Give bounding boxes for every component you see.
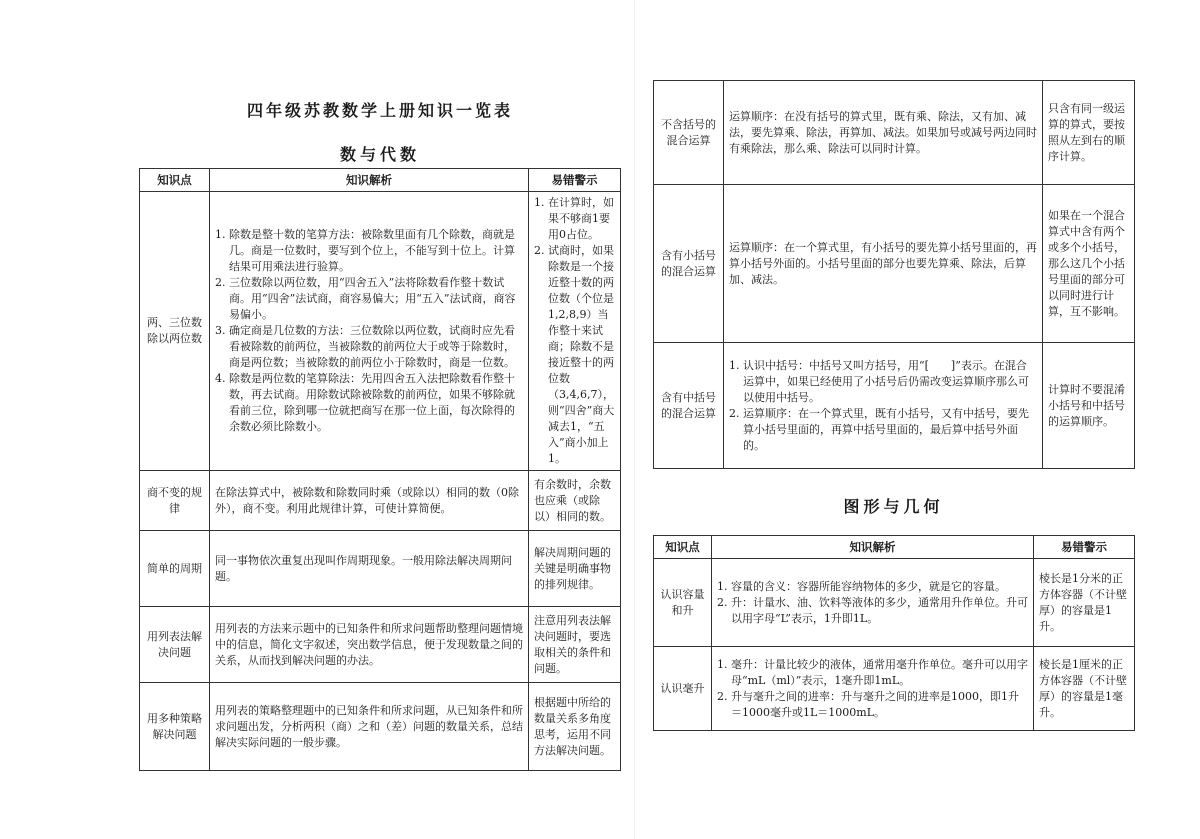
table-row bbox=[654, 647, 1135, 731]
content-list bbox=[215, 227, 523, 435]
content-cell: 运算顺序：在没有括号的算式里，既有乘、除法，又有加、减法，要先算乘、除法，再算加、减法。如果加号或减号两边同时有乘除法，那么乘、除法可以同时计算。 bbox=[724, 81, 1043, 185]
list-item: 1. 在计算时，如果不够商1要用0占位。 bbox=[548, 195, 615, 243]
topic-cell: 认识容量和升 bbox=[654, 559, 712, 647]
warning-cell: 如果在一个混合算式中含有两个或多个小括号，那么这几个小括号里面的部分可以同时进行计算，互不影响。 bbox=[1043, 185, 1135, 343]
mixed-operations-table bbox=[653, 80, 1135, 469]
content-list bbox=[717, 579, 1028, 627]
warning-cell: 只含有同一级运算的算式，要按照从左到右的顺序计算。 bbox=[1043, 81, 1135, 185]
geometry-table bbox=[653, 535, 1135, 731]
warning-cell: 解决周期问题的关键是明确事物的排列规律。 bbox=[529, 531, 621, 607]
warning-list bbox=[534, 195, 615, 467]
topic-cell: 认识毫升 bbox=[654, 647, 712, 731]
topic-cell: 两、三位数除以两位数 bbox=[140, 192, 210, 471]
topic-cell: 用多种策略解决问题 bbox=[140, 683, 210, 771]
header-warning: 易错警示 bbox=[529, 169, 621, 192]
content-cell bbox=[712, 559, 1034, 647]
topic-cell: 含有小括号的混合运算 bbox=[654, 185, 724, 343]
page-title: 四年级苏教数学上册知识一览表 bbox=[246, 101, 513, 120]
topic-cell: 不含括号的混合运算 bbox=[654, 81, 724, 185]
table-row bbox=[140, 683, 621, 771]
topic-cell: 用列表法解决问题 bbox=[140, 607, 210, 683]
table-header-row bbox=[654, 536, 1135, 559]
topic-cell: 商不变的规律 bbox=[140, 471, 210, 531]
content-cell bbox=[712, 647, 1034, 731]
table-header-row bbox=[140, 169, 621, 192]
list-item: 1. 容量的含义：容器所能容纳物体的多少，就是它的容量。 bbox=[731, 579, 1028, 595]
content-cell: 运算顺序：在一个算式里，有小括号的要先算小括号里面的，再算小括号外面的。小括号里面的部分也要先算乘、除法，后算加、减法。 bbox=[724, 185, 1043, 343]
content-cell: 用列表的方法来示题中的已知条件和所求问题帮助整理问题情境中的信息，简化文字叙述，突出数学信息，便于发现数量之间的关系，从而找到解决问题的办法。 bbox=[210, 607, 529, 683]
header-warning: 易错警示 bbox=[1034, 536, 1135, 559]
content-list bbox=[717, 657, 1028, 721]
content-cell bbox=[210, 192, 529, 471]
header-topic: 知识点 bbox=[140, 169, 210, 192]
algebra-table bbox=[139, 168, 621, 771]
list-item: 2. 试商时，如果除数是一个接近整十数的两位数（个位是1,2,8,9）当作整十来试商；除数不是接近整十的两位数（3,4,6,7），则“四舍”商大减去1，“五入”商小加上1。 bbox=[548, 243, 615, 467]
content-list bbox=[729, 358, 1037, 454]
table-row bbox=[140, 471, 621, 531]
section-title-geometry: 图形与几何 bbox=[843, 497, 944, 516]
list-item: 1. 毫升：计量比较少的液体，通常用毫升作单位。毫升可以用字母“mL（ml）”表示，1毫升即1mL。 bbox=[731, 657, 1028, 689]
warning-cell: 棱长是1厘米的正方体容器（不计壁厚）的容量是1毫升。 bbox=[1034, 647, 1135, 731]
content-cell: 在除法算式中，被除数和除数同时乘（或除以）相同的数（0除外），商不变。利用此规律计算，可使计算简便。 bbox=[210, 471, 529, 531]
content-cell bbox=[724, 343, 1043, 469]
content-cell: 用列表的策略整理题中的已知条件和所求问题，从已知条件和所求问题出发，分析两积（商）之和（差）问题的数量关系，总结解决实际问题的一般步骤。 bbox=[210, 683, 529, 771]
list-item: 2. 升：计量水、油、饮料等液体的多少，通常用升作单位。升可以用字母“L”表示，1升即1L。 bbox=[731, 595, 1028, 627]
header-analysis: 知识解析 bbox=[712, 536, 1034, 559]
content-cell: 同一事物依次重复出现叫作周期现象。一般用除法解决周期问题。 bbox=[210, 531, 529, 607]
list-item: 2. 运算顺序：在一个算式里，既有小括号，又有中括号，要先算小括号里面的，再算中括号里面的，最后算中括号外面的。 bbox=[743, 406, 1037, 454]
page-fold-shadow bbox=[634, 0, 635, 839]
warning-cell: 计算时不要混淆小括号和中括号的运算顺序。 bbox=[1043, 343, 1135, 469]
topic-cell: 简单的周期 bbox=[140, 531, 210, 607]
header-analysis: 知识解析 bbox=[210, 169, 529, 192]
list-item: 4. 除数是两位数的笔算除法：先用四舍五入法把除数看作整十数，再去试商。用除数试除被除数的前两位，如果不够除就看前三位，除到哪一位就把商写在那一位上面，每次除得的余数必须比除数小。 bbox=[229, 371, 523, 435]
list-item: 1. 除数是整十数的笔算方法：被除数里面有几个除数，商就是几。商是一位数时，要写到个位上，不能写到十位上。计算结果可用乘法进行验算。 bbox=[229, 227, 523, 275]
list-item: 2. 升与毫升之间的进率：升与毫升之间的进率是1000，即1升＝1000毫升或1L＝1000mL。 bbox=[731, 689, 1028, 721]
table-row bbox=[654, 81, 1135, 185]
table-row bbox=[140, 607, 621, 683]
header-topic: 知识点 bbox=[654, 536, 712, 559]
table-row bbox=[654, 559, 1135, 647]
warning-cell: 有余数时，余数也应乘（或除以）相同的数。 bbox=[529, 471, 621, 531]
list-item: 3. 确定商是几位数的方法：三位数除以两位数，试商时应先看看被除数的前两位，当被除数的前两位大于或等于除数时，商是两位数；当被除数的前两位小于除数时，商是一位数。 bbox=[229, 323, 523, 371]
list-item: 1. 认识中括号：中括号又叫方括号，用“[ ]”表示。在混合运算中，如果已经使用了小括号后仍需改变运算顺序那么可以使用中括号。 bbox=[743, 358, 1037, 406]
topic-cell: 含有中括号的混合运算 bbox=[654, 343, 724, 469]
table-row bbox=[140, 531, 621, 607]
table-row bbox=[140, 192, 621, 471]
list-item: 2. 三位数除以两位数，用“四舍五入”法将除数看作整十数试商。用“四舍”法试商，商容易偏大；用“五入”法试商，商容易偏小。 bbox=[229, 275, 523, 323]
warning-cell: 根据题中所给的数量关系多角度思考，运用不同方法解决问题。 bbox=[529, 683, 621, 771]
table-row bbox=[654, 343, 1135, 469]
warning-cell: 棱长是1分米的正方体容器（不计壁厚）的容量是1升。 bbox=[1034, 559, 1135, 647]
warning-cell bbox=[529, 192, 621, 471]
table-row bbox=[654, 185, 1135, 343]
section-title-algebra: 数与代数 bbox=[339, 145, 420, 164]
warning-cell: 注意用列表法解决问题时，要选取相关的条件和问题。 bbox=[529, 607, 621, 683]
